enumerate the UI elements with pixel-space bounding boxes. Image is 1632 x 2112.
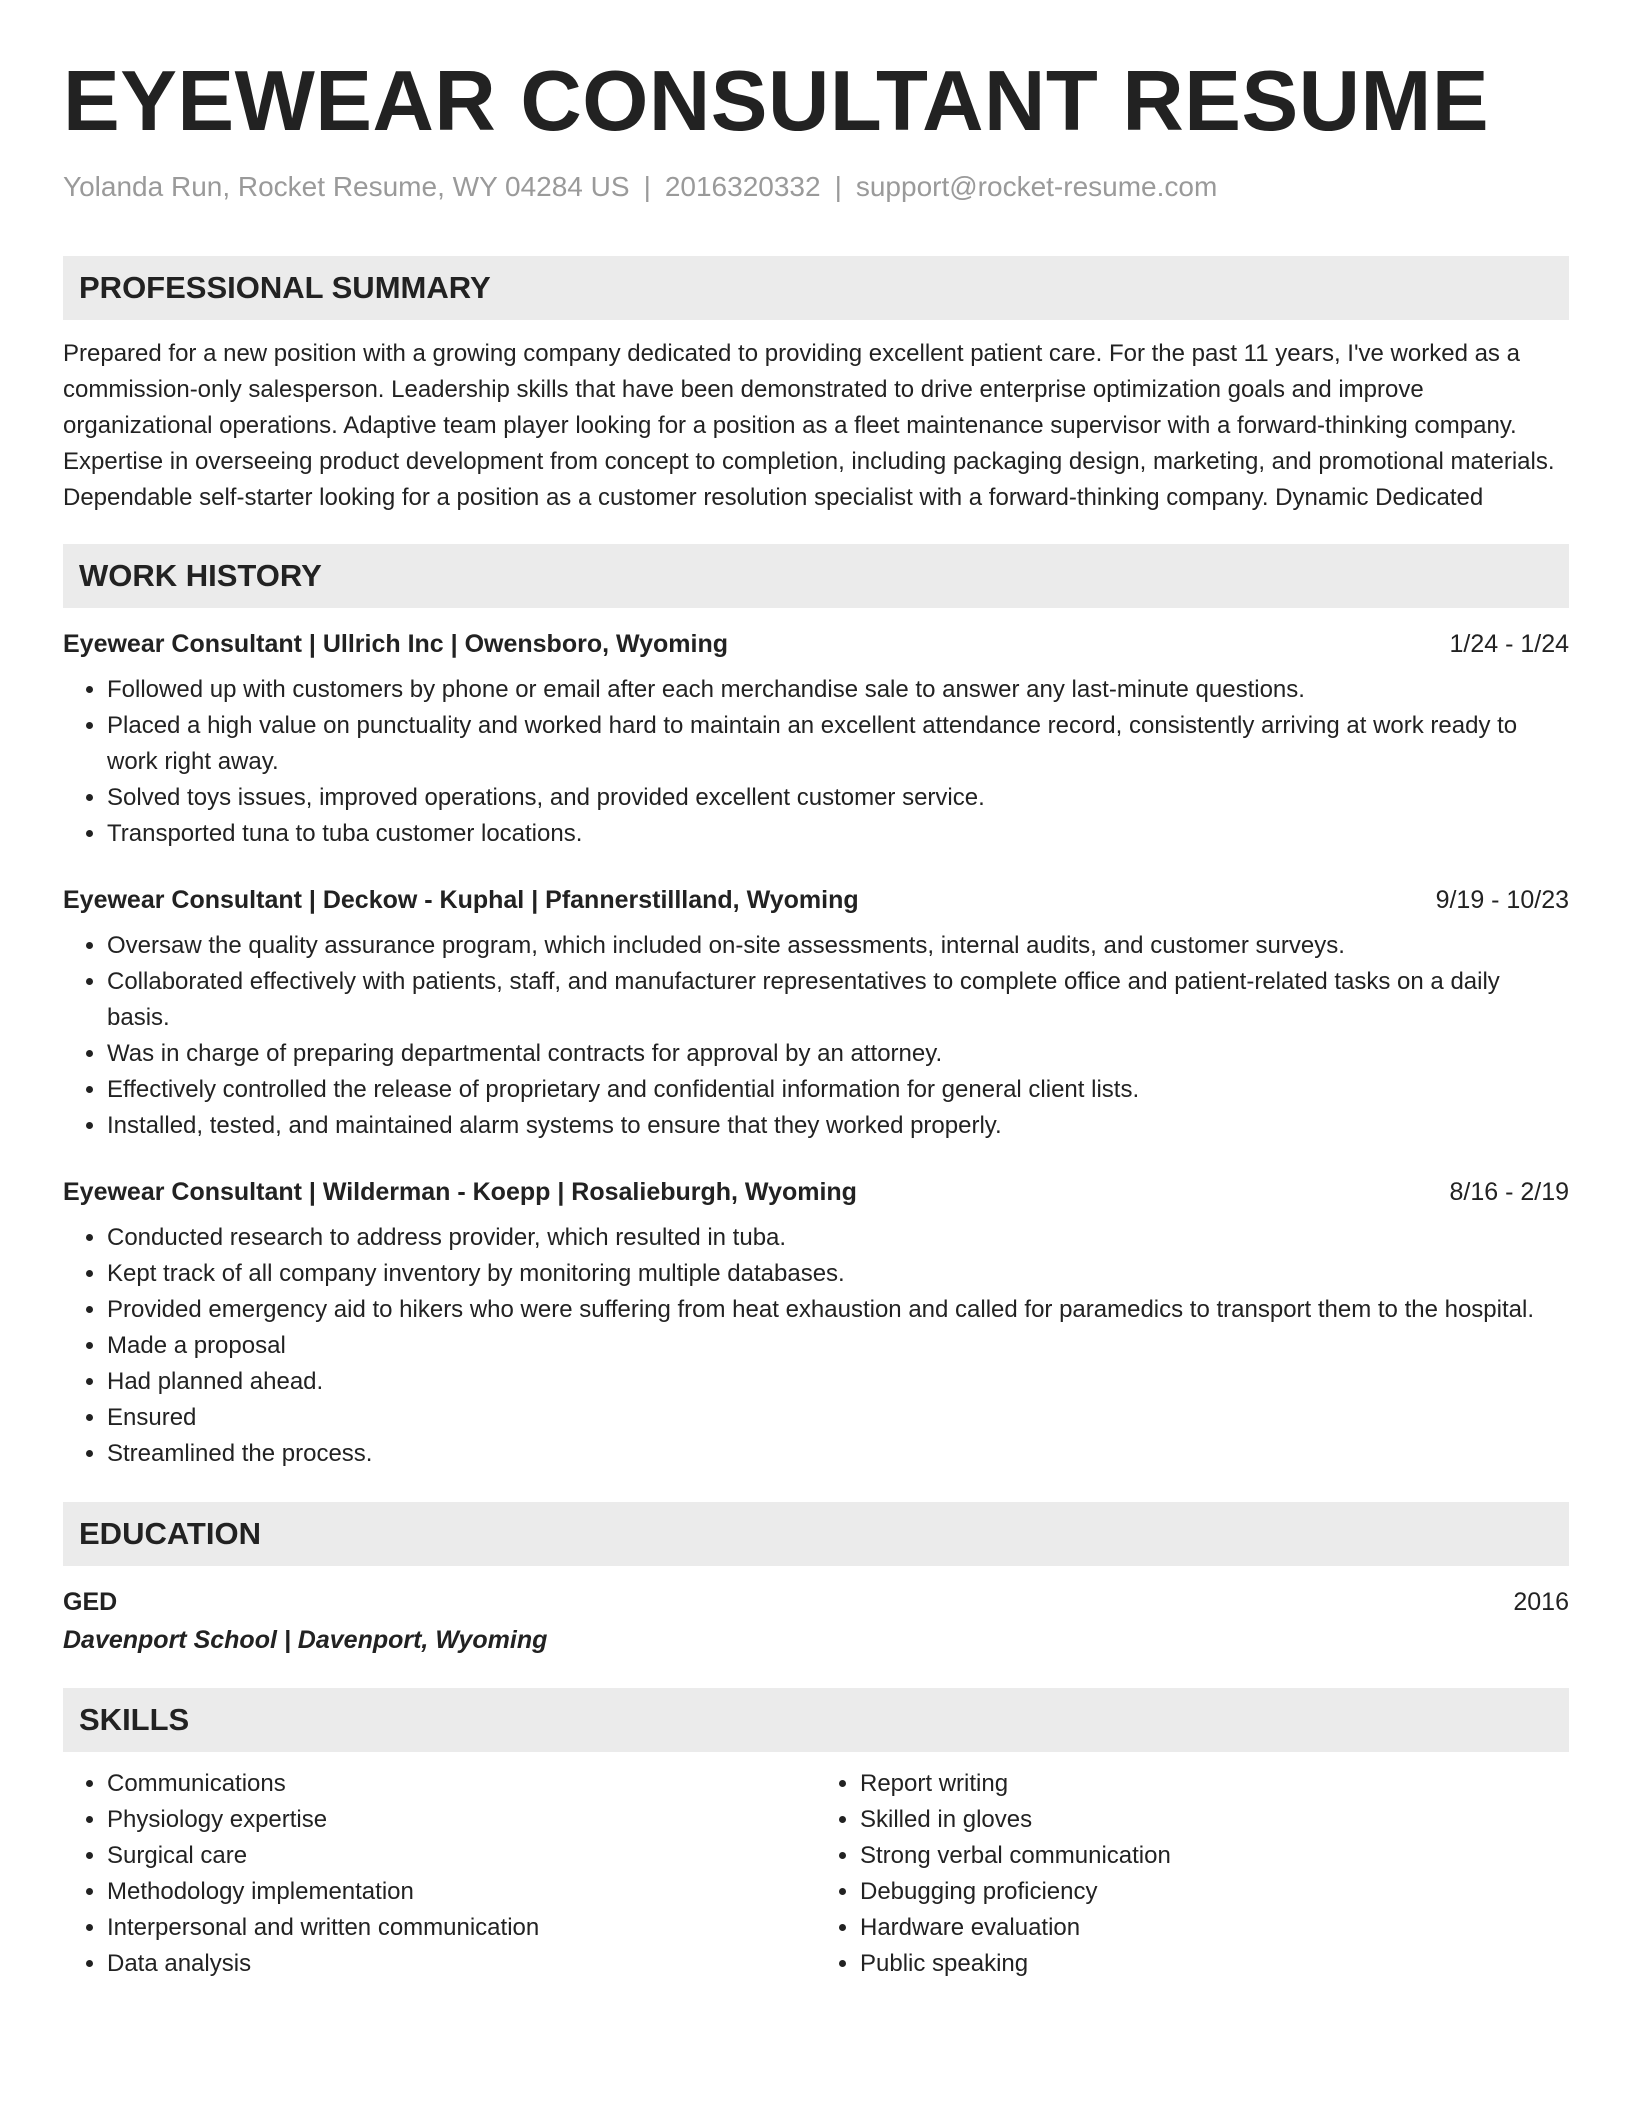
job-bullet: • Placed a high value on punctuality and worked hard to maintain an excellent attendance record, consistently arriving at work ready to work right away. [107,708,1569,780]
job-header [63,1174,1569,1210]
job-header [63,626,1569,662]
summary-text: Prepared for a new position with a growing company dedicated to providing excellent patient care. For the past 11 years, I've worked as a commission-only salesperson. Leadership skills that have been demonstrated to drive enterprise optimization goals and improve organizational operations. Adaptive team player looking for a position as a fleet maintenance supervisor with a forward-thinking company. Expertise in overseeing product development from concept to completion, including packaging design, marketing, and promotional materials. Dependable self-starter looking for a position as a customer resolution specialist with a forward-thinking company. Dynamic Dedicated [63,340,1555,511]
job-bullet: • Followed up with customers by phone or email after each merchandise sale to answer any last-minute questions. [107,672,1569,708]
job-entry [63,1174,1569,1472]
job-bullet: • Solved toys issues, improved operations, and provided excellent customer service. [107,780,1569,816]
skill-item: • Physiology expertise [107,1802,816,1838]
education-year: 2016 [1513,1588,1569,1616]
job-bullet: • Kept track of all company inventory by monitoring multiple databases. [107,1256,1569,1292]
skill-item: • Public speaking [860,1946,1569,1982]
skill-item: • Data analysis [107,1946,816,1982]
skills-column-left [63,1766,816,1982]
job-bullets [63,928,1569,1144]
job-entry [63,626,1569,852]
contact-phone: 2016320332 [664,171,821,202]
skills-column-right [816,1766,1569,1982]
job-title: Eyewear Consultant | Deckow - Kuphal | Pfannerstillland, Wyoming [63,886,859,914]
contact-address: Yolanda Run, Rocket Resume, WY 04284 US [63,171,630,202]
section-header-work-history: WORK HISTORY [63,544,1569,608]
job-dates: 1/24 - 1/24 [1449,630,1569,658]
job-bullet: • Streamlined the process. [107,1436,1569,1472]
skill-item: • Debugging proficiency [860,1874,1569,1910]
section-header-summary: PROFESSIONAL SUMMARY [63,256,1569,320]
skill-item: • Communications [107,1766,816,1802]
job-bullet: • Conducted research to address provider, which resulted in tuba. [107,1220,1569,1256]
job-title: Eyewear Consultant | Wilderman - Koepp | Rosalieburgh, Wyoming [63,1178,857,1206]
job-bullet: • Made a proposal [107,1328,1569,1364]
job-bullet: • Was in charge of preparing departmental contracts for approval by an attorney. [107,1036,1569,1072]
contact-separator: | [834,171,842,202]
skill-item: • Report writing [860,1766,1569,1802]
contact-email: support@rocket-resume.com [855,171,1218,202]
job-bullet: • Had planned ahead. [107,1364,1569,1400]
job-dates: 9/19 - 10/23 [1435,886,1569,914]
skill-item: • Hardware evaluation [860,1910,1569,1946]
job-bullet: • Oversaw the quality assurance program, which included on-site assessments, internal audits, and customer surveys. [107,928,1569,964]
job-bullet: • Ensured [107,1400,1569,1436]
job-bullets [63,1220,1569,1472]
section-header-education: EDUCATION [63,1502,1569,1566]
job-dates: 8/16 - 2/19 [1449,1178,1569,1206]
contact-separator: | [643,171,651,202]
section-header-skills: SKILLS [63,1688,1569,1752]
skill-item: • Methodology implementation [107,1874,816,1910]
contact-line [63,170,1569,204]
skill-item: • Skilled in gloves [860,1802,1569,1838]
job-entry [63,882,1569,1144]
job-title: Eyewear Consultant | Ullrich Inc | Owensboro, Wyoming [63,630,729,658]
job-bullet: • Provided emergency aid to hikers who were suffering from heat exhaustion and called for paramedics to transport them to the hospital. [107,1292,1569,1328]
job-bullet: • Effectively controlled the release of proprietary and confidential information for general client lists. [107,1072,1569,1108]
job-bullet: • Transported tuna to tuba customer locations. [107,816,1569,852]
job-header [63,882,1569,918]
resume-title: EYEWEAR CONSULTANT RESUME [63,54,1490,149]
education-header [63,1584,1569,1620]
job-bullet: • Installed, tested, and maintained alarm systems to ensure that they worked properly. [107,1108,1569,1144]
job-bullet: • Collaborated effectively with patients, staff, and manufacturer representatives to complete office and patient-related tasks on a daily basis. [107,964,1569,1036]
skill-item: • Interpersonal and written communication [107,1910,816,1946]
job-bullets [63,672,1569,852]
skills-list [63,1766,1569,1982]
education-school: Davenport School | Davenport, Wyoming [63,1626,548,1654]
skill-item: • Surgical care [107,1838,816,1874]
skill-item: • Strong verbal communication [860,1838,1569,1874]
education-degree: GED [63,1588,118,1616]
